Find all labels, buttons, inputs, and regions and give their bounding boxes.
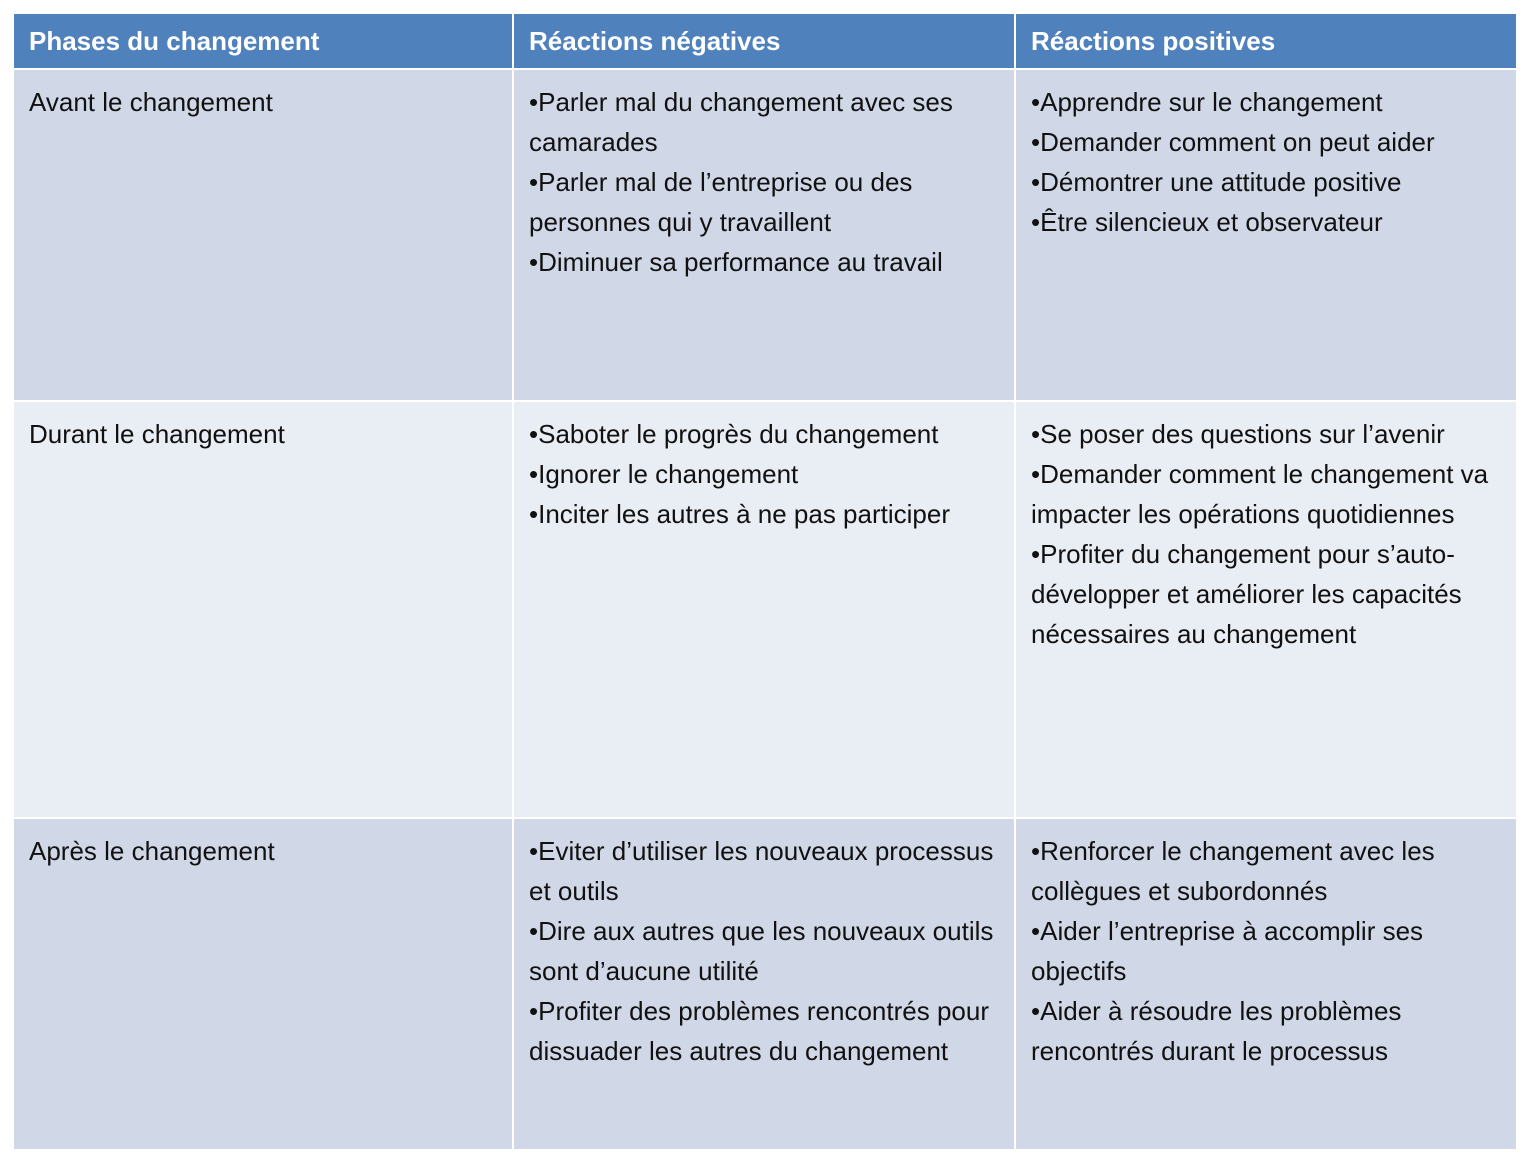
negative-list	[529, 414, 1000, 534]
list-item	[529, 494, 1000, 534]
list-item-text: Demander comment le changement va impacter les opérations quotidiennes	[1031, 459, 1489, 529]
list-item-text: Renforcer le changement avec les collègues et subordonnés	[1031, 836, 1435, 906]
list-item	[1031, 162, 1502, 202]
list-item	[1031, 991, 1502, 1071]
list-item-text: Diminuer sa performance au travail	[538, 247, 943, 277]
bullet: •	[1031, 459, 1041, 489]
header-positive-reactions: Réactions positives	[1016, 14, 1516, 68]
header-phases: Phases du changement	[14, 14, 512, 68]
list-item-text: Saboter le progrès du changement	[538, 419, 939, 449]
bullet: •	[529, 247, 539, 277]
list-item	[529, 991, 1000, 1071]
change-reactions-table	[14, 14, 1512, 1149]
negative-list	[529, 831, 1000, 1071]
positive-cell	[1016, 819, 1516, 1149]
list-item-text: Dire aux autres que les nouveaux outils sont d’aucune utilité	[529, 916, 994, 986]
bullet: •	[1031, 87, 1041, 117]
positive-list	[1031, 82, 1502, 242]
list-item	[529, 454, 1000, 494]
negative-cell	[514, 70, 1014, 400]
bullet: •	[529, 996, 539, 1026]
list-item	[529, 831, 1000, 911]
bullet: •	[1031, 996, 1041, 1026]
positive-list	[1031, 831, 1502, 1071]
list-item-text: Inciter les autres à ne pas participer	[538, 499, 950, 529]
list-item	[529, 911, 1000, 991]
header-negative-reactions: Réactions négatives	[514, 14, 1014, 68]
list-item	[529, 82, 1000, 162]
list-item	[1031, 82, 1502, 122]
list-item-text: Parler mal du changement avec ses camarades	[529, 87, 953, 157]
list-item-text: Profiter des problèmes rencontrés pour dissuader les autres du changement	[529, 996, 989, 1066]
negative-cell	[514, 402, 1014, 817]
bullet: •	[529, 419, 539, 449]
positive-list	[1031, 414, 1502, 654]
positive-cell	[1016, 70, 1516, 400]
list-item-text: Profiter du changement pour s’auto-développer et améliorer les capacités nécessaires au changement	[1031, 539, 1462, 649]
list-item	[529, 414, 1000, 454]
bullet: •	[1031, 539, 1041, 569]
bullet: •	[529, 499, 539, 529]
bullet: •	[1031, 127, 1041, 157]
list-item-text: Aider à résoudre les problèmes rencontrés durant le processus	[1031, 996, 1402, 1066]
bullet: •	[529, 87, 539, 117]
list-item	[1031, 122, 1502, 162]
bullet: •	[529, 167, 539, 197]
bullet: •	[1031, 916, 1041, 946]
list-item	[1031, 911, 1502, 991]
bullet: •	[1031, 836, 1041, 866]
phase-cell: Avant le changement	[14, 70, 512, 400]
phase-cell: Après le changement	[14, 819, 512, 1149]
list-item	[1031, 454, 1502, 534]
phase-cell: Durant le changement	[14, 402, 512, 817]
negative-cell	[514, 819, 1014, 1149]
list-item	[1031, 534, 1502, 654]
list-item	[529, 162, 1000, 242]
bullet: •	[1031, 167, 1041, 197]
list-item-text: Ignorer le changement	[538, 459, 799, 489]
list-item-text: Eviter d’utiliser les nouveaux processus et outils	[529, 836, 994, 906]
list-item-text: Apprendre sur le changement	[1040, 87, 1383, 117]
list-item-text: Demander comment on peut aider	[1040, 127, 1435, 157]
negative-list	[529, 82, 1000, 282]
list-item	[529, 242, 1000, 282]
list-item-text: Être silencieux et observateur	[1040, 207, 1383, 237]
list-item	[1031, 202, 1502, 242]
positive-cell	[1016, 402, 1516, 817]
list-item-text: Démontrer une attitude positive	[1040, 167, 1402, 197]
list-item-text: Se poser des questions sur l’avenir	[1040, 419, 1445, 449]
bullet: •	[529, 836, 539, 866]
bullet: •	[529, 916, 539, 946]
bullet: •	[1031, 419, 1041, 449]
list-item	[1031, 831, 1502, 911]
bullet: •	[529, 459, 539, 489]
list-item	[1031, 414, 1502, 454]
list-item-text: Aider l’entreprise à accomplir ses objectifs	[1031, 916, 1424, 986]
bullet: •	[1031, 207, 1041, 237]
list-item-text: Parler mal de l’entreprise ou des personnes qui y travaillent	[529, 167, 913, 237]
